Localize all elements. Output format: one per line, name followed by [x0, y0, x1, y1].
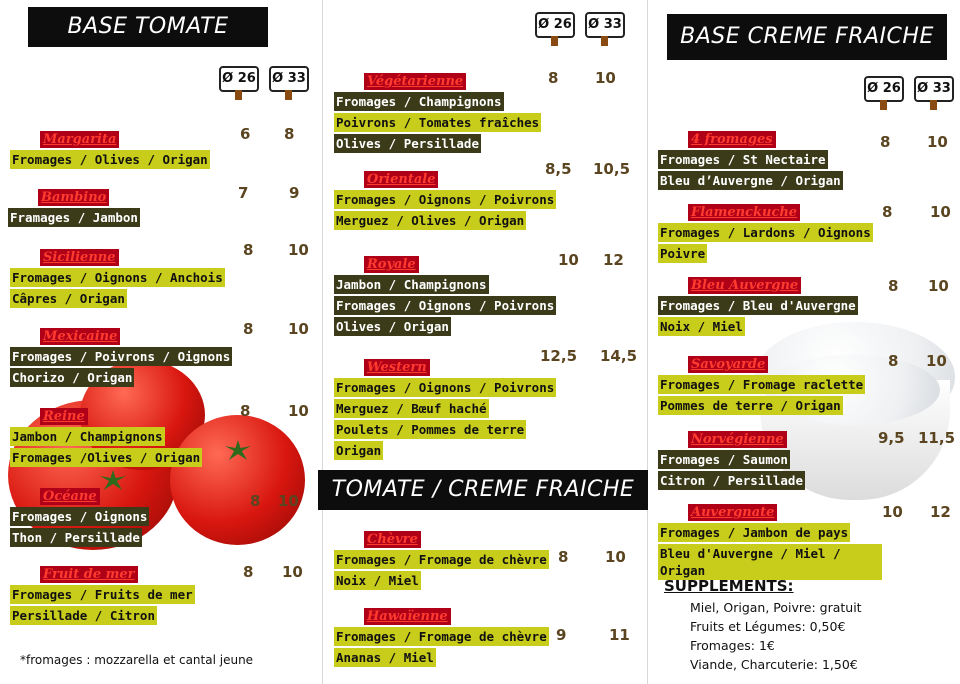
pizza-name: Western [364, 359, 430, 376]
pizza-name: Fruit de mer [40, 566, 138, 583]
price-26: 10 [882, 503, 903, 521]
price-33: 12 [603, 251, 624, 269]
pizza-ingredients: Persillade / Citron [12, 608, 155, 623]
pizza-entry [658, 274, 858, 336]
size-signs-left [219, 66, 309, 100]
pizza-entry [658, 128, 843, 190]
price-26: 8 [243, 320, 254, 338]
pizza-name: Océane [40, 488, 100, 505]
pizza-entry [334, 605, 549, 667]
pizza-ingredients: Bleu d’Auvergne / Origan [660, 173, 841, 188]
pizza-ingredients: Jambon / Champignons [336, 277, 487, 292]
pizza-entry [658, 201, 873, 263]
price-33: 10 [927, 133, 948, 151]
size-sign [219, 66, 259, 100]
divider-right [647, 0, 648, 684]
supplement-item: Viande, Charcuterie: 1,50€ [690, 657, 858, 672]
pizza-ingredients: Fromages / Lardons / Oignons [660, 225, 871, 240]
size-label: Ø 26 [219, 66, 259, 92]
pizza-ingredients: Fromages / Oignons / Poivrons [336, 298, 555, 313]
pizza-entry [10, 128, 210, 169]
pizza-name: Chèvre [364, 531, 421, 548]
divider-left [322, 0, 323, 684]
pizza-entry [334, 168, 556, 230]
price-33: 10 [928, 277, 949, 295]
pizza-entry [8, 186, 140, 227]
size-label: Ø 26 [864, 76, 904, 102]
pizza-ingredients: Fromages / Oignons / Poivrons [336, 380, 555, 395]
cheese-footnote: *fromages : mozzarella et cantal jeune [20, 653, 254, 667]
pizza-name: Orientale [364, 171, 438, 188]
pizza-name: 4 fromages [688, 131, 776, 148]
pizza-ingredients: Fromages / Saumon [660, 452, 788, 467]
pizza-name: Auvergnate [688, 504, 777, 521]
pizza-entry [10, 405, 202, 467]
price-26: 8 [888, 352, 899, 370]
pizza-ingredients: Poivrons / Tomates fraîches [336, 115, 540, 130]
pizza-name: Bleu Auvergne [688, 277, 801, 294]
price-33: 12 [930, 503, 951, 521]
price-33: 10 [282, 563, 303, 581]
pizza-name: Végétarienne [364, 73, 466, 90]
price-33: 10 [288, 320, 309, 338]
price-33: 8 [284, 125, 295, 143]
size-sign [914, 76, 954, 110]
pizza-entry [10, 246, 225, 308]
pizza-name: Flamenckuche [688, 204, 800, 221]
pizza-ingredients: Fromages / Oignons / Anchois [12, 270, 223, 285]
pizza-entry [658, 353, 865, 415]
pizza-ingredients: Bleu d'Auvergne / Miel / Origan [658, 544, 882, 580]
price-26: 8 [243, 563, 254, 581]
pizza-ingredients: Ananas / Miel [336, 650, 434, 665]
pizza-ingredients: Fromages / Fruits de mer [12, 587, 193, 602]
size-sign [864, 76, 904, 110]
size-sign [535, 12, 575, 46]
price-33: 10 [930, 203, 951, 221]
size-label: Ø 26 [535, 12, 575, 38]
price-33: 11 [609, 626, 630, 644]
pizza-entry [334, 528, 549, 590]
pizza-name: Sicilienne [40, 249, 119, 266]
pizza-name: Bambino [38, 189, 109, 206]
pizza-ingredients: Merguez / Bœuf haché [336, 401, 487, 416]
pizza-entry [658, 428, 805, 490]
pizza-entry [658, 501, 882, 580]
price-33: 10 [288, 241, 309, 259]
pizza-entry [10, 563, 195, 625]
price-26: 7 [238, 184, 249, 202]
price-26: 8 [240, 402, 251, 420]
section-title-base-creme-fraiche: BASE CREME FRAICHE [667, 14, 947, 60]
pizza-name: Hawaïenne [364, 608, 451, 625]
pizza-ingredients: Fromages / Poivrons / Oignons [12, 349, 231, 364]
size-signs-right [864, 76, 954, 110]
pizza-name: Royale [364, 256, 419, 273]
pizza-ingredients: Poivre [660, 246, 706, 261]
price-26: 9,5 [878, 429, 905, 447]
pizza-ingredients: Olives / Persillade [336, 136, 479, 151]
price-33: 10 [278, 492, 299, 510]
pizza-entry [334, 70, 541, 153]
pizza-ingredients: Fromages / St Nectaire [660, 152, 826, 167]
price-26: 8 [558, 548, 569, 566]
price-26: 10 [558, 251, 579, 269]
pizza-ingredients: Origan [336, 443, 382, 458]
supplement-item: Fruits et Légumes: 0,50€ [690, 619, 846, 634]
supplement-item: Miel, Origan, Poivre: gratuit [690, 600, 862, 615]
price-26: 8 [243, 241, 254, 259]
price-33: 10 [288, 402, 309, 420]
pizza-ingredients: Fromages / Fromage de chèvre [336, 629, 547, 644]
pizza-name: Reine [40, 408, 88, 425]
pizza-ingredients: Fromages / Champignons [336, 94, 502, 109]
pizza-ingredients: Fromages /Olives / Origan [12, 450, 201, 465]
pizza-entry [10, 485, 149, 547]
size-sign [269, 66, 309, 100]
pizza-ingredients: Noix / Miel [336, 573, 419, 588]
price-33: 10 [605, 548, 626, 566]
price-33: 14,5 [600, 347, 638, 365]
price-26: 8 [250, 492, 261, 510]
price-26: 8 [880, 133, 891, 151]
pizza-ingredients: Fromages / Fromage raclette [660, 377, 864, 392]
price-26: 8 [888, 277, 899, 295]
pizza-ingredients: Olives / Origan [336, 319, 449, 334]
pizza-name: Mexicaine [40, 328, 120, 345]
size-signs-middle [535, 12, 625, 46]
price-26: 8 [882, 203, 893, 221]
section-title-base-tomate: BASE TOMATE [28, 7, 268, 47]
size-label: Ø 33 [269, 66, 309, 92]
price-26: 6 [240, 125, 251, 143]
pizza-ingredients: Fromages / Jambon de pays [660, 525, 849, 540]
price-26: 9 [556, 626, 567, 644]
pizza-name: Norvégienne [688, 431, 787, 448]
size-label: Ø 33 [585, 12, 625, 38]
price-33: 9 [289, 184, 300, 202]
pizza-ingredients: Fromages / Oignons [12, 509, 148, 524]
price-33: 10,5 [593, 160, 631, 178]
pizza-ingredients: Fromages / Bleu d'Auvergne [660, 298, 856, 313]
pizza-entry [334, 253, 556, 336]
pizza-ingredients: Noix / Miel [660, 319, 743, 334]
pizza-entry [334, 356, 556, 460]
pizza-entry [10, 325, 232, 387]
price-26: 8 [548, 69, 559, 87]
pizza-ingredients: Câpres / Origan [12, 291, 125, 306]
size-sign [585, 12, 625, 46]
pizza-ingredients: Fromages / Olives / Origan [12, 152, 208, 167]
price-33: 10 [926, 352, 947, 370]
pizza-ingredients: Citron / Persillade [660, 473, 803, 488]
pizza-ingredients: Jambon / Champignons [12, 429, 163, 444]
pizza-ingredients: Chorizo / Origan [12, 370, 133, 385]
pizza-ingredients: Pommes de terre / Origan [660, 398, 841, 413]
price-33: 11,5 [918, 429, 956, 447]
pizza-ingredients: Fromages / Fromage de chèvre [336, 552, 547, 567]
pizza-ingredients: Merguez / Olives / Origan [336, 213, 525, 228]
section-title-tomate-creme-fraiche: TOMATE / CREME FRAICHE [318, 470, 648, 510]
pizza-ingredients: Poulets / Pommes de terre [336, 422, 525, 437]
pizza-name: Margarita [40, 131, 119, 148]
supplements-title: SUPPLEMENTS: [664, 577, 794, 595]
price-33: 10 [595, 69, 616, 87]
pizza-ingredients: Fromages / Oignons / Poivrons [336, 192, 555, 207]
supplement-item: Fromages: 1€ [690, 638, 775, 653]
pizza-name: Savoyarde [688, 356, 768, 373]
size-label: Ø 33 [914, 76, 954, 102]
price-26: 12,5 [540, 347, 578, 365]
pizza-ingredients: Thon / Persillade [12, 530, 140, 545]
pizza-ingredients: Framages / Jambon [10, 210, 138, 225]
price-26: 8,5 [545, 160, 572, 178]
